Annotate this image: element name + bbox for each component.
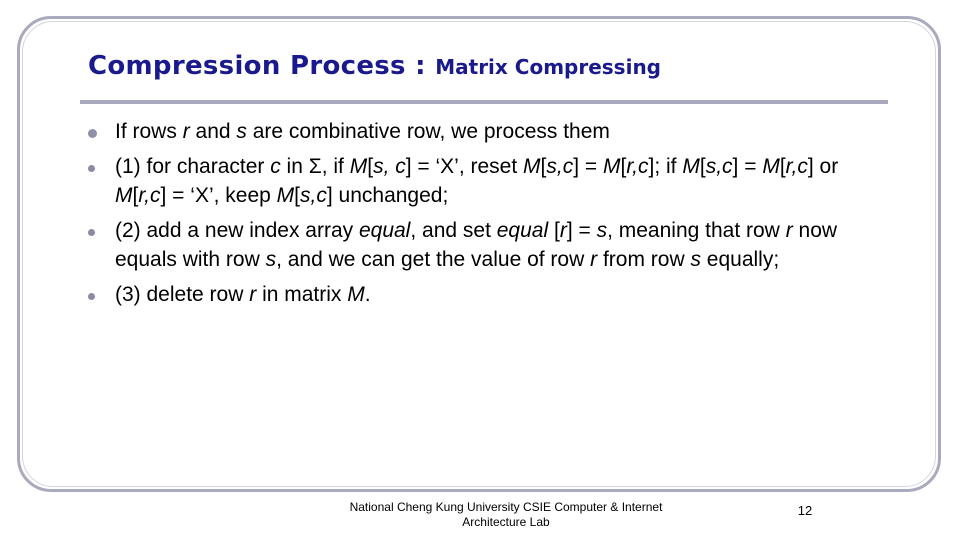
italic-run: equal (496, 219, 549, 242)
italic-run: s,c (300, 184, 327, 207)
italic-run: r,c (626, 155, 649, 178)
text-run: ]; if (648, 155, 683, 178)
text-run: ] = (573, 155, 603, 178)
title-underline-rule (80, 100, 888, 104)
text-run: , and set (410, 219, 497, 242)
italic-run: equal (358, 219, 411, 242)
text-run: [ (540, 155, 547, 178)
text-run: (2) add a new index array (115, 219, 359, 242)
italic-run: r (590, 248, 598, 271)
bullet-text (115, 283, 371, 306)
text-run: and (189, 120, 237, 143)
bullet-dot-icon (88, 293, 95, 300)
italic-run: M (682, 155, 700, 178)
italic-run: s (265, 248, 277, 271)
slide-title-main: Compression Process : (88, 51, 436, 81)
text-run: ] unchanged; (326, 184, 449, 207)
text-run: (3) delete row (115, 283, 250, 306)
text-run: in Σ, if (280, 155, 350, 178)
bullet-item (88, 152, 888, 210)
bullet-item (88, 117, 888, 146)
italic-run: M (115, 184, 133, 207)
text-run: [ (294, 184, 301, 207)
text-run: in matrix (256, 283, 348, 306)
bullet-text (115, 155, 838, 207)
text-run: [ (132, 184, 139, 207)
text-run: , and we can get the value of row (276, 248, 591, 271)
italic-run: M (523, 155, 541, 178)
italic-run: r (182, 120, 190, 143)
italic-run: r (559, 219, 567, 242)
italic-run: r (785, 219, 793, 242)
text-run: ] = ‘X’, reset (405, 155, 524, 178)
text-run: , meaning that row (607, 219, 786, 242)
italic-run: M (349, 155, 368, 178)
page-number: 12 (797, 503, 813, 518)
text-run: [ (620, 155, 627, 178)
bullet-dot-icon (88, 129, 97, 138)
text-run: . (364, 283, 371, 306)
footer-line-2: Architecture Lab (462, 515, 550, 529)
italic-run: r,c (138, 184, 161, 207)
italic-run: r,c (785, 155, 808, 178)
bullet-text (115, 219, 837, 271)
italic-run: s,c (705, 155, 733, 178)
slide-footer (320, 500, 692, 530)
italic-run: s (690, 248, 701, 271)
text-run: are combinative row, we process them (246, 120, 610, 143)
italic-run: M (603, 155, 621, 178)
text-run: equally; (700, 248, 780, 271)
bullet-item (88, 216, 888, 274)
italic-run: s, c (373, 155, 406, 178)
italic-run: s,c (546, 155, 574, 178)
text-run: ] = (732, 155, 763, 178)
bullet-text (115, 120, 610, 143)
italic-run: M (276, 184, 295, 207)
bullet-dot-icon (88, 165, 95, 172)
italic-run: c (270, 155, 281, 178)
italic-run: s (596, 219, 608, 242)
slide-body (88, 117, 888, 315)
text-run: [ (699, 155, 706, 178)
text-run: If rows (115, 120, 183, 143)
text-run: now equals with row (115, 219, 838, 271)
bullet-item (88, 280, 888, 309)
text-run: [ (367, 155, 374, 178)
text-run: ] = (566, 219, 597, 242)
text-run: from row (597, 248, 691, 271)
bullet-dot-icon (88, 229, 95, 236)
footer-line-1: National Cheng Kung University CSIE Computer & Internet (349, 500, 663, 514)
slide-title-sub: Matrix Compressing (435, 55, 661, 79)
italic-run: M (762, 155, 780, 178)
text-run: ] or (807, 155, 839, 178)
slide-title (88, 51, 661, 81)
italic-run: r (249, 283, 257, 306)
italic-run: s (236, 120, 247, 143)
text-run: (1) for character (115, 155, 271, 178)
italic-run: M (347, 283, 365, 306)
text-run: ] = ‘X’, keep (160, 184, 277, 207)
text-run: [ (548, 219, 560, 242)
text-run: [ (779, 155, 786, 178)
